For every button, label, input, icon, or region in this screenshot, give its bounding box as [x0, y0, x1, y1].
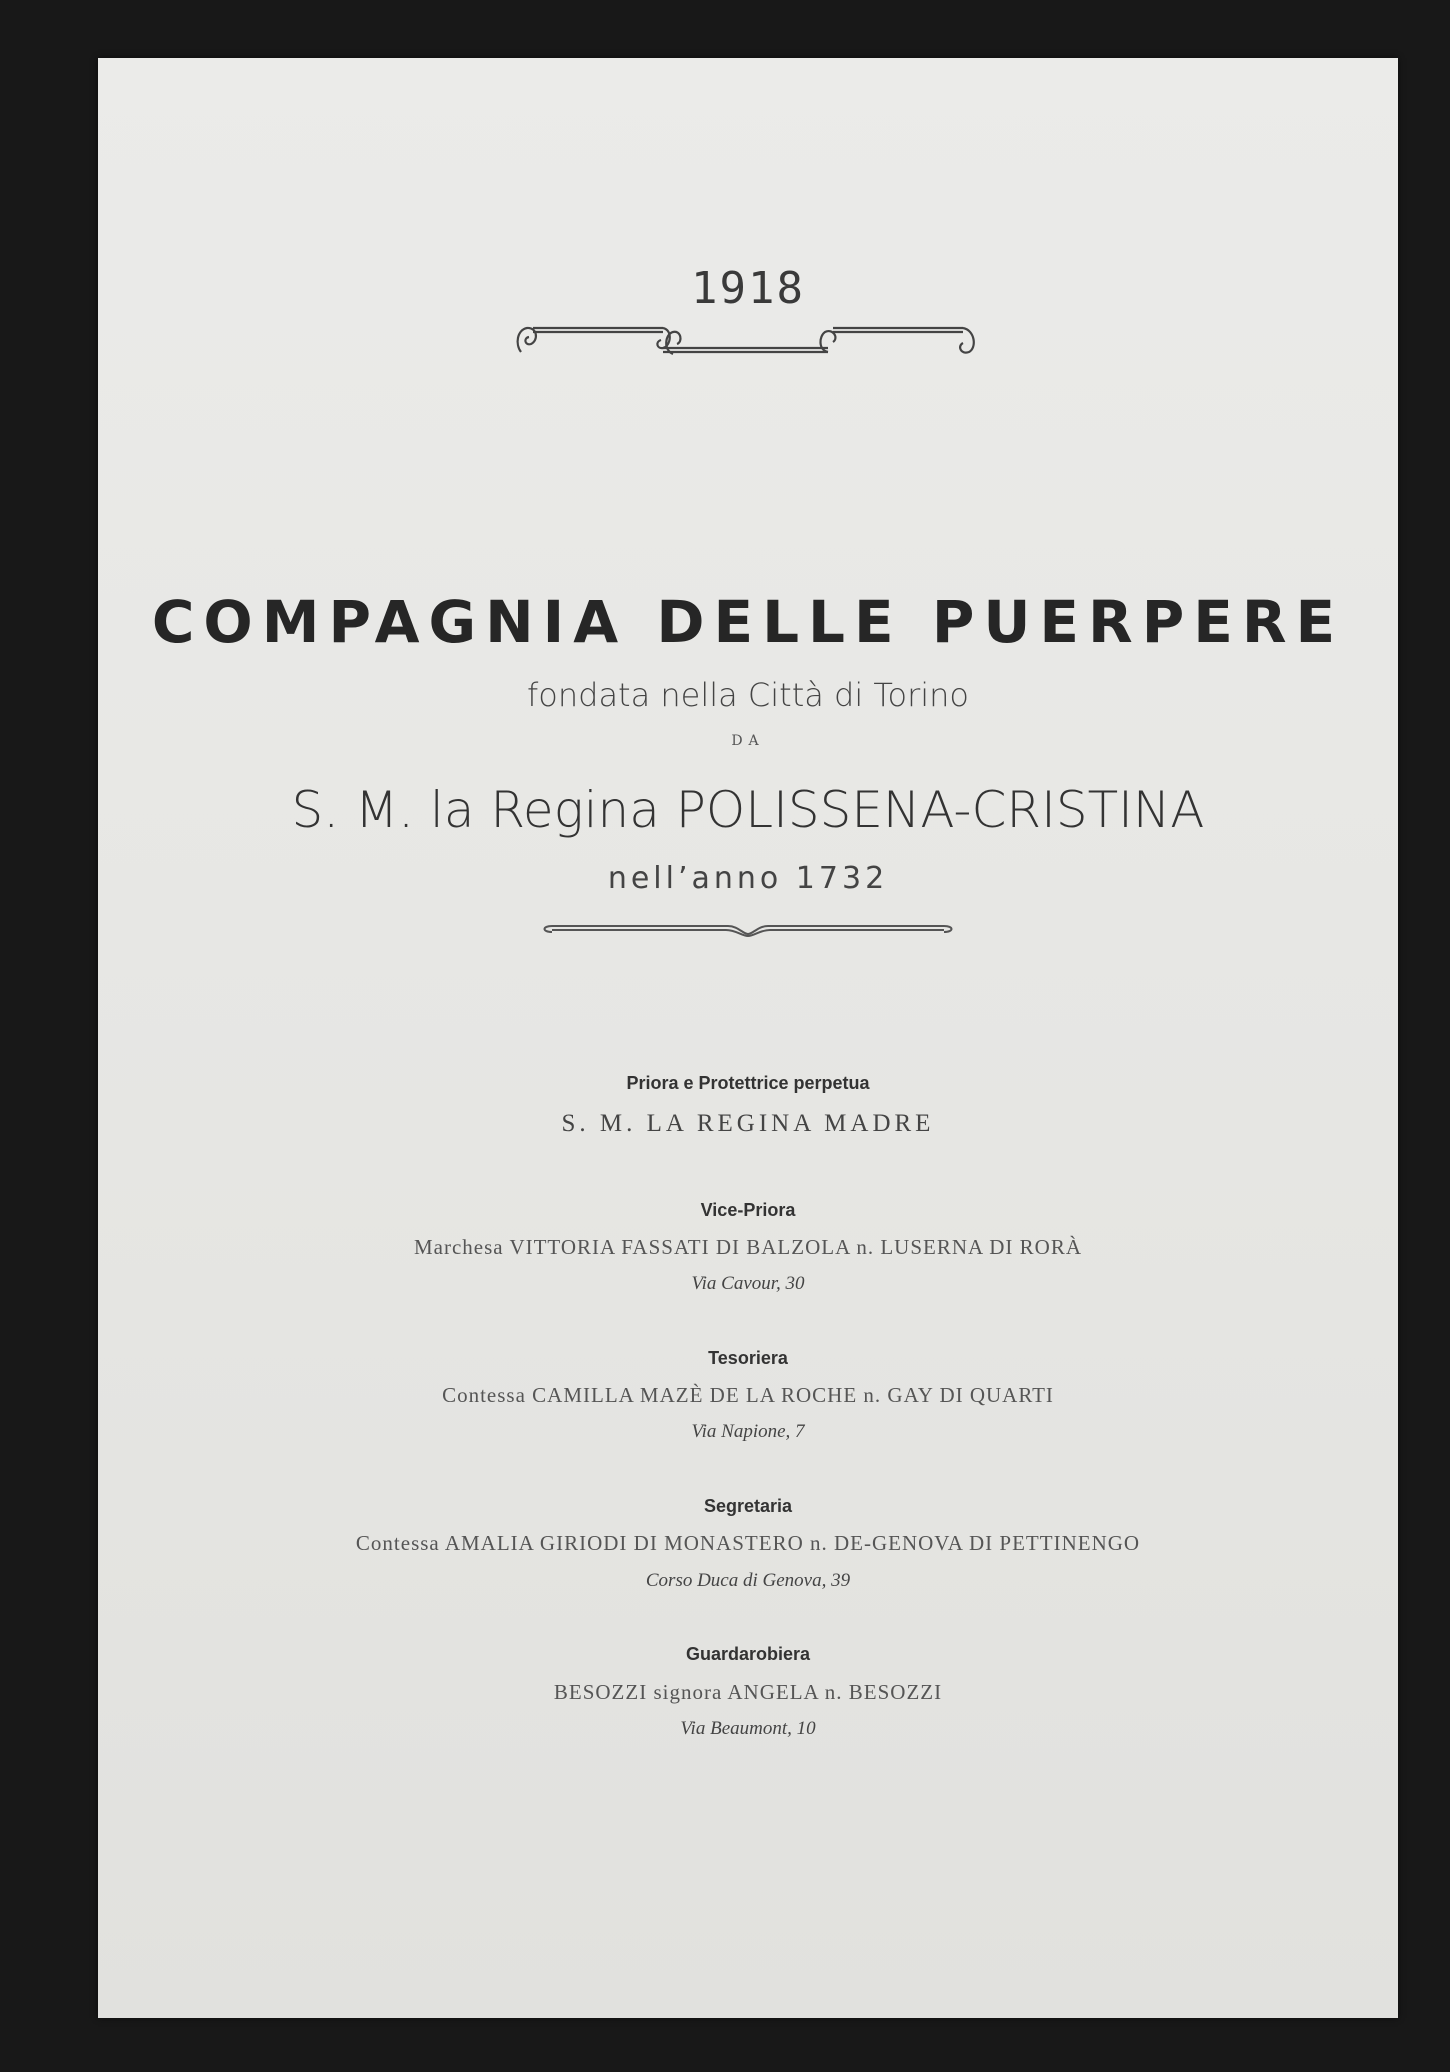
role-priora: Priora e Protettrice perpetua	[626, 1073, 870, 1093]
name-priora: S. M. LA REGINA MADRE	[561, 1110, 935, 1137]
address-tesoriera: Via Napione, 7	[691, 1421, 805, 1442]
da-label: DA	[731, 733, 765, 749]
name-tesoriera: Contessa CAMILLA MAZÈ DE LA ROCHE n. GAY DI QUARTI	[442, 1383, 1054, 1407]
role-vice-priora: Vice-Priora	[700, 1200, 796, 1220]
role-segretaria: Segretaria	[703, 1496, 793, 1516]
year-heading: 1918	[691, 263, 805, 314]
address-guardarobiera: Via Beaumont, 10	[680, 1718, 816, 1739]
scroll-ornament-top	[513, 318, 983, 358]
divider-ornament	[538, 920, 958, 940]
role-tesoriera: Tesoriera	[708, 1348, 788, 1368]
document-title: COMPAGNIA DELLE PUERPERE	[151, 588, 1345, 656]
name-segretaria: Contessa AMALIA GIRIODI DI MONASTERO n. DE-GENOVA DI PETTINENGO	[355, 1531, 1141, 1555]
address-segretaria: Corso Duca di Genova, 39	[645, 1570, 851, 1591]
role-guardarobiera: Guardarobiera	[685, 1644, 811, 1664]
founded-year: nell’anno 1732	[607, 861, 889, 896]
name-guardarobiera: BESOZZI signora ANGELA n. BESOZZI	[553, 1680, 943, 1704]
subtitle: fondata nella Città di Torino	[527, 676, 969, 714]
address-vice-priora: Via Cavour, 30	[691, 1273, 805, 1294]
document-page	[98, 58, 1398, 2018]
name-vice-priora: Marchesa VITTORIA FASSATI DI BALZOLA n. LUSERNA DI RORÀ	[413, 1235, 1083, 1259]
founder-line: S. M. la Regina POLISSENA-CRISTINA	[291, 781, 1205, 839]
